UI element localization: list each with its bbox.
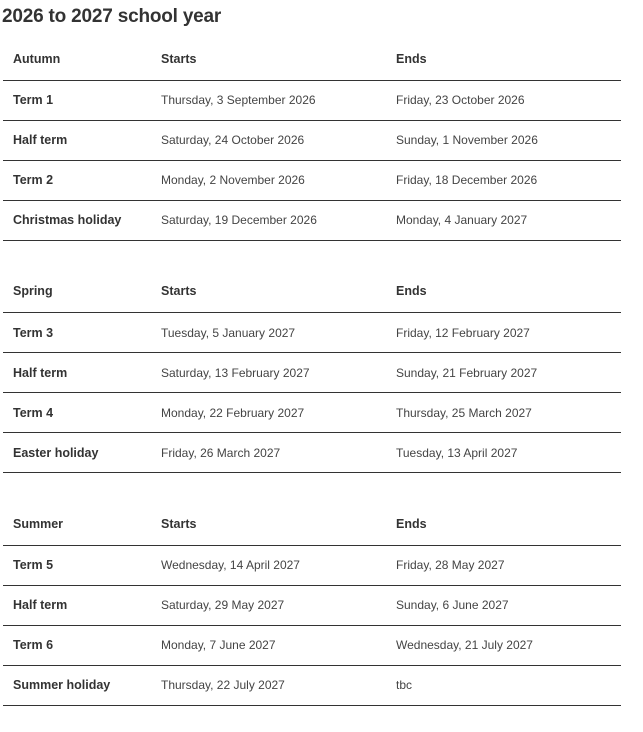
end-date: Wednesday, 21 July 2027 xyxy=(386,625,621,665)
starts-header: Starts xyxy=(151,503,386,545)
start-date: Saturday, 24 October 2026 xyxy=(151,120,386,160)
period-label: Term 5 xyxy=(3,545,151,585)
end-date: Sunday, 6 June 2027 xyxy=(386,585,621,625)
start-date: Monday, 22 February 2027 xyxy=(151,393,386,433)
end-date: Friday, 28 May 2027 xyxy=(386,545,621,585)
end-date: Friday, 18 December 2026 xyxy=(386,160,621,200)
table-row xyxy=(3,353,621,393)
end-date: Sunday, 21 February 2027 xyxy=(386,353,621,393)
start-date: Monday, 2 November 2026 xyxy=(151,160,386,200)
table-header-row xyxy=(3,271,621,313)
ends-header: Ends xyxy=(386,503,621,545)
period-label: Term 6 xyxy=(3,625,151,665)
end-date: Friday, 12 February 2027 xyxy=(386,313,621,353)
period-label: Half term xyxy=(3,120,151,160)
table-row xyxy=(3,625,621,665)
table-row xyxy=(3,120,621,160)
period-label: Easter holiday xyxy=(3,433,151,473)
season-header: Spring xyxy=(3,271,151,313)
start-date: Saturday, 13 February 2027 xyxy=(151,353,386,393)
end-date: Friday, 23 October 2026 xyxy=(386,80,621,120)
table-row xyxy=(3,545,621,585)
starts-header: Starts xyxy=(151,271,386,313)
end-date: Tuesday, 13 April 2027 xyxy=(386,433,621,473)
starts-header: Starts xyxy=(151,38,386,80)
period-label: Term 2 xyxy=(3,160,151,200)
start-date: Thursday, 22 July 2027 xyxy=(151,665,386,705)
autumn-table xyxy=(3,38,621,241)
period-label: Term 3 xyxy=(3,313,151,353)
period-label: Christmas holiday xyxy=(3,200,151,240)
start-date: Saturday, 19 December 2026 xyxy=(151,200,386,240)
start-date: Tuesday, 5 January 2027 xyxy=(151,313,386,353)
end-date: Sunday, 1 November 2026 xyxy=(386,120,621,160)
end-date: tbc xyxy=(386,665,621,705)
period-label: Term 4 xyxy=(3,393,151,433)
period-label: Term 1 xyxy=(3,80,151,120)
ends-header: Ends xyxy=(386,38,621,80)
table-row xyxy=(3,585,621,625)
start-date: Monday, 7 June 2027 xyxy=(151,625,386,665)
start-date: Saturday, 29 May 2027 xyxy=(151,585,386,625)
table-header-row xyxy=(3,503,621,545)
table-row xyxy=(3,160,621,200)
table-row xyxy=(3,393,621,433)
ends-header: Ends xyxy=(386,271,621,313)
table-row xyxy=(3,313,621,353)
term-dates-tables xyxy=(3,38,621,706)
table-row xyxy=(3,80,621,120)
period-label: Half term xyxy=(3,353,151,393)
spring-table xyxy=(3,271,621,474)
page-title: 2026 to 2027 school year xyxy=(2,6,222,27)
period-label: Summer holiday xyxy=(3,665,151,705)
table-header-row xyxy=(3,38,621,80)
season-header: Summer xyxy=(3,503,151,545)
season-header: Autumn xyxy=(3,38,151,80)
start-date: Friday, 26 March 2027 xyxy=(151,433,386,473)
summer-table xyxy=(3,503,621,706)
end-date: Monday, 4 January 2027 xyxy=(386,200,621,240)
period-label: Half term xyxy=(3,585,151,625)
end-date: Thursday, 25 March 2027 xyxy=(386,393,621,433)
table-row xyxy=(3,433,621,473)
table-row xyxy=(3,200,621,240)
start-date: Wednesday, 14 April 2027 xyxy=(151,545,386,585)
table-row xyxy=(3,665,621,705)
start-date: Thursday, 3 September 2026 xyxy=(151,80,386,120)
